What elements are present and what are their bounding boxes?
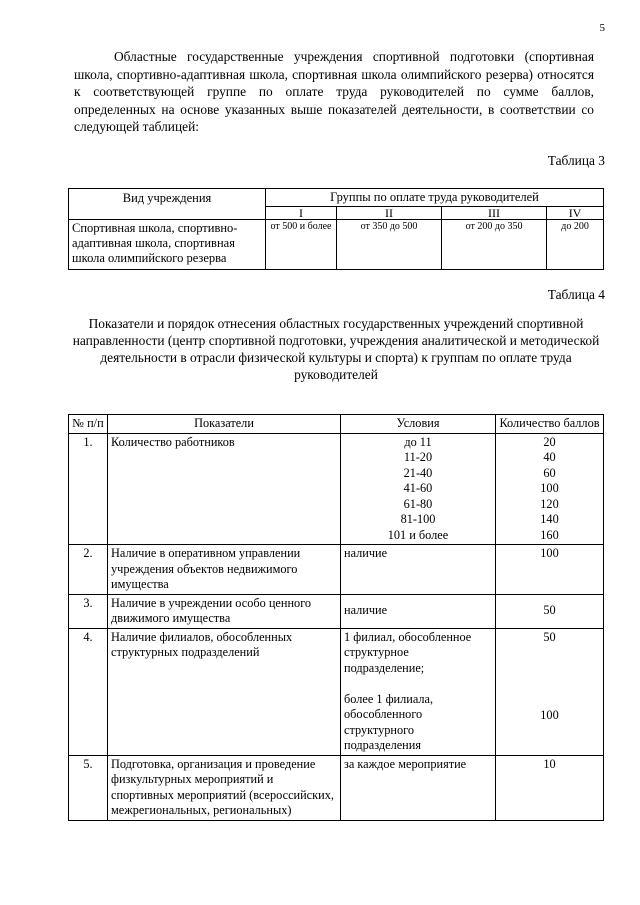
table3-col-type: Вид учреждения [69,189,266,220]
points: 60 [543,465,556,480]
table4-header-num: № п/п [69,415,108,434]
points: 50 [543,629,556,644]
table3-group: I [266,207,337,220]
table-row [69,433,604,545]
row-num: 4. [69,628,108,755]
table4-label: Таблица 4 [547,287,605,302]
row-indicator: Наличие в учреждении особо ценного движимого имущества [108,594,341,628]
table3-value: от 350 до 500 [337,220,442,270]
points: 160 [540,527,559,542]
row-indicator: Наличие филиалов, обособленных структурных подразделений [108,628,341,755]
condition: более 1 филиала, обособленного структурного подразделения [344,691,434,752]
table3-value: от 500 и более [266,220,337,270]
table4-title: Показатели и порядок отнесения областных государственных учреждений спортивной направленности (центр спортивной подготовки, учреждения аналитической и методической деятельности в отрасли физической культуры и спорта) к группам по оплате труда руководителей [72,316,600,382]
table3-group: II [337,207,442,220]
points: 100 [540,707,559,722]
row-condition: наличие [341,594,496,628]
row-num: 2. [69,545,108,595]
condition: 61-80 [403,496,433,511]
row-num: 1. [69,433,108,545]
table4 [68,414,604,821]
table-row [69,594,604,628]
row-num: 5. [69,755,108,820]
row-points [496,628,604,755]
table3-value: от 200 до 350 [442,220,547,270]
table-row [69,755,604,820]
condition: 1 филиал, обособленное структурное подразделение; [344,629,472,675]
table-row [69,628,604,755]
table3 [68,188,604,270]
row-points: 100 [496,545,604,595]
condition: 41-60 [403,481,433,495]
table4-header-conditions: Условия [341,415,496,434]
points: 120 [540,496,559,511]
row-indicator: Наличие в оперативном управлении учреждения объектов недвижимого имущества [108,545,341,595]
condition: 11-20 [403,450,433,464]
table-row [69,545,604,595]
points: 100 [540,481,559,495]
row-indicator: Количество работников [108,433,341,545]
row-points: 50 [496,594,604,628]
row-condition: за каждое мероприятие [341,755,496,820]
row-conditions [341,628,496,755]
table3-col-groups: Группы по оплате труда руководителей [266,189,604,207]
points: 20 [543,434,556,449]
table3-group: IV [547,207,604,220]
intro-paragraph: Областные государственные учреждения спортивной подготовки (спортивная школа, спортивно-адаптивная школа, спортивная школа олимпийского резерва) относятся к соответствующей группе по оплате труда руководителей по сумме баллов, определенных на основе указанных выше показателей деятельности, в соответствии со следующей таблицей: [74,49,594,134]
row-condition: наличие [341,545,496,595]
row-points [496,433,604,545]
table3-value: до 200 [547,220,604,270]
table3-row-type: Спортивная школа, спортивно-адаптивная школа, спортивная школа олимпийского резерва [69,220,266,270]
page-number: 5 [599,22,605,34]
table4-header-indicators: Показатели [108,415,341,434]
condition: 21-40 [403,465,433,480]
table4-header-points: Количество баллов [496,415,604,434]
row-conditions [341,433,496,545]
table3-label: Таблица 3 [547,153,605,168]
points: 40 [543,450,556,464]
points: 140 [540,512,559,526]
row-num: 3. [69,594,108,628]
row-points: 10 [496,755,604,820]
table3-group: III [442,207,547,220]
row-indicator: Подготовка, организация и проведение физкультурных мероприятий и спортивных мероприятий (всероссийских, межрегиональных, региональных) [108,755,341,820]
condition: 101 и более [387,527,449,542]
condition: 81-100 [400,512,436,526]
condition: до 11 [404,434,432,449]
